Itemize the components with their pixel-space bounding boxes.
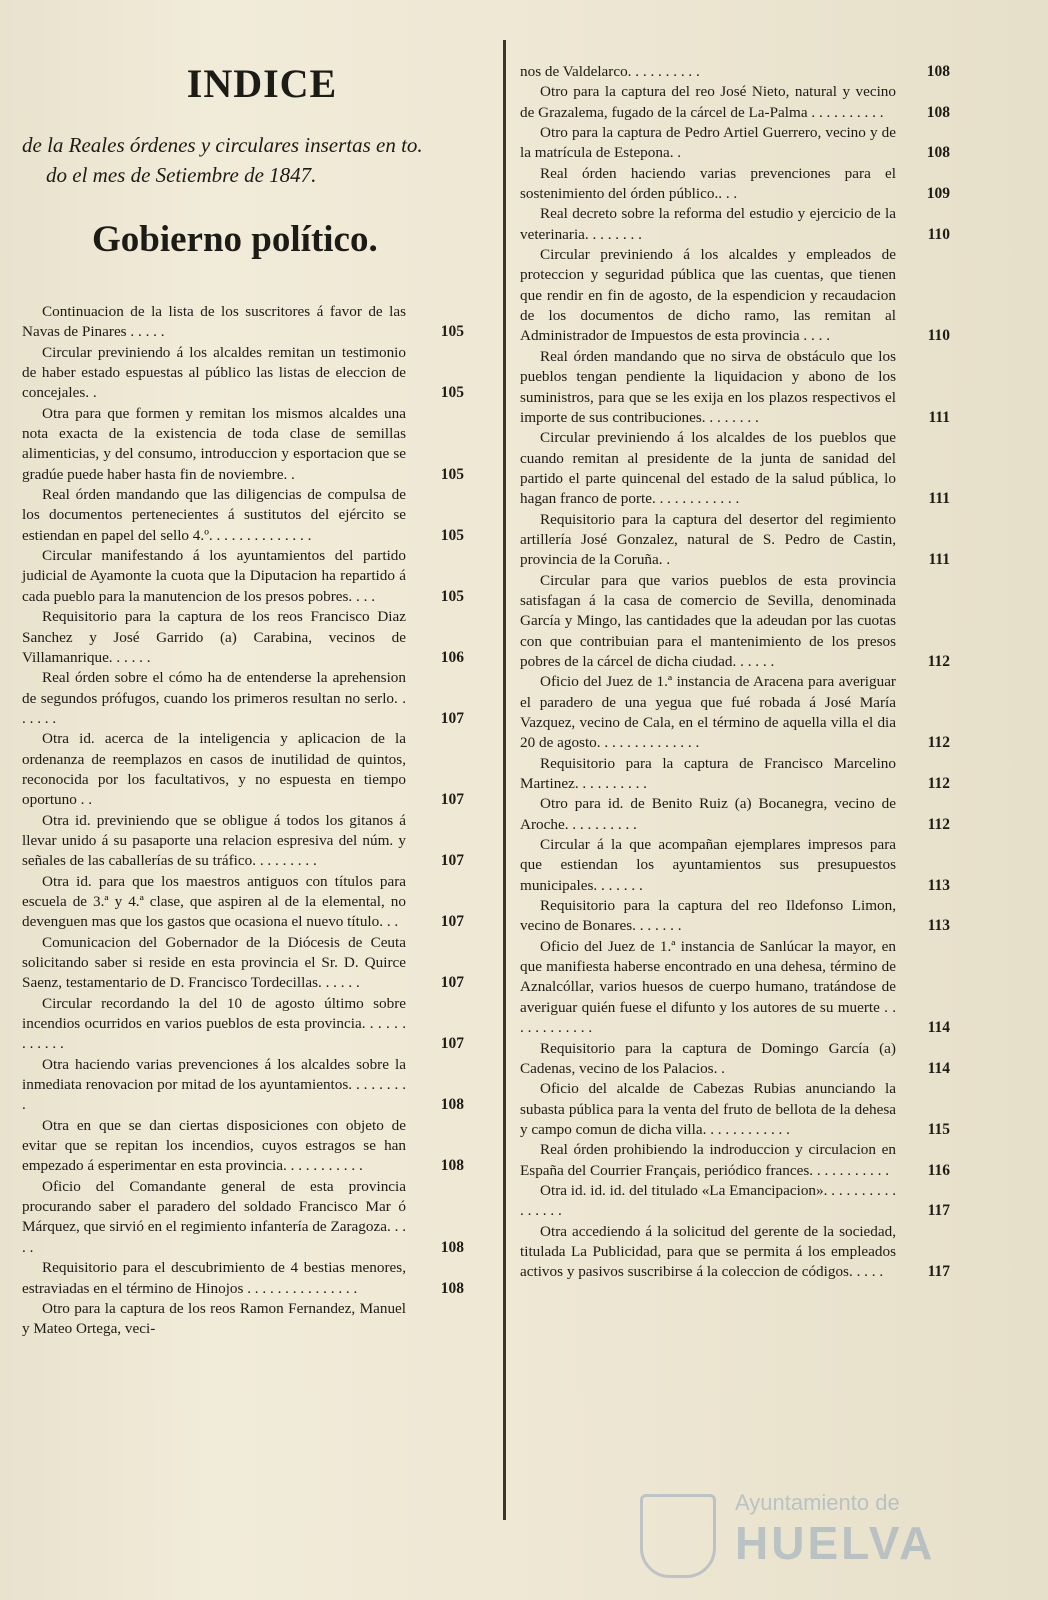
- entry-page-number: 108: [926, 144, 950, 162]
- entry-text: Requisitorio para la captura de Francisco Marcelino Martinez. . . . . . . . . .: [520, 754, 896, 793]
- index-entry: [520, 896, 950, 937]
- entry-page-number: 114: [927, 1059, 950, 1077]
- entry-text: Requisitorio para la captura del desertor del regimiento artillería José Gonzalez, natural de S. Pedro de Castin, provincia de la Coruña. .: [520, 510, 896, 569]
- subtitle-line-1: de la Reales órdenes y circulares insertas en to.: [22, 133, 423, 157]
- entry-text: Oficio del Comandante general de esta provincia procurando saber el paradero del soldado Francisco Mar ó Márquez, que sirvió en el regimiento infantería de Zaragoza. . . . .: [22, 1177, 406, 1256]
- entry-text: Oficio del Juez de 1.ª instancia de Sanlúcar la mayor, en que manifiesta haberse encontrado en una dehesa, término de Aznalcóllar, varios huesos de cuerpo humano, tratándose de averiguar quién fuese el difunto y los autores de su muerte . . . . . . . . . . . .: [520, 937, 896, 1037]
- entry-page-number: 109: [926, 185, 950, 203]
- entry-text: Otro para la captura del reo José Nieto, natural y vecino de Grazalema, fugado de la cárcel de La-Palma . . . . . . . . . .: [520, 83, 896, 121]
- entry-text: Real decreto sobre la reforma del estudio y ejercicio de la veterinaria. . . . . . . .: [520, 205, 896, 243]
- entry-text: Otra id. acerca de la inteligencia y aplicacion de la ordenanza de reemplazos en casos de inutilidad de quintos, reconocida por los facultativos, y no espuesta en tiempo oportuno . .: [22, 730, 406, 809]
- entry-page-number: 108: [440, 1238, 464, 1256]
- entry-page-number: 116: [927, 1161, 950, 1179]
- index-entry: [22, 343, 470, 404]
- index-entry: [22, 1258, 470, 1299]
- index-entry: [520, 428, 950, 509]
- entry-page-number: 105: [440, 323, 464, 341]
- entry-text: Otro para la captura de los reos Ramon Fernandez, Manuel y Mateo Ortega, veci-: [22, 1299, 406, 1338]
- index-entry: [22, 404, 470, 485]
- index-entry: [520, 347, 950, 428]
- entry-page-number: 113: [927, 876, 950, 894]
- section-heading: Gobierno político.: [92, 219, 378, 260]
- index-entry: [520, 204, 950, 245]
- entry-page-number: 108: [440, 1279, 464, 1297]
- entry-page-number: 115: [927, 1120, 950, 1138]
- archive-watermark: [640, 1490, 980, 1580]
- index-entry: [520, 672, 950, 753]
- index-entry: [520, 1079, 950, 1140]
- entry-text: Otro para id. de Benito Ruiz (a) Bocanegra, vecino de Aroche. . . . . . . . . .: [520, 795, 896, 833]
- entry-text: Requisitorio para el descubrimiento de 4 bestias menores, estraviadas en el término de Hinojos . . . . . . . . . . . . . . .: [22, 1259, 406, 1297]
- entry-page-number: 105: [440, 384, 464, 402]
- entry-page-number: 110: [927, 225, 950, 243]
- index-entry: [22, 668, 470, 729]
- entry-page-number: 107: [440, 913, 464, 931]
- page-subtitle: [22, 130, 472, 190]
- entry-text: Otra accediendo á la solicitud del gerente de la sociedad, titulada La Publicidad, para que se permita á los empleados activos y pasivos suscribirse á la coleccion de códigos. . . . .: [520, 1222, 896, 1281]
- index-entry: [520, 794, 950, 835]
- entry-page-number: 107: [440, 791, 464, 809]
- index-entry: [520, 82, 950, 123]
- entry-page-number: 107: [440, 709, 464, 727]
- entry-text: Otro para la captura de Pedro Artiel Guerrero, vecino y de la matrícula de Estepona. .: [520, 124, 896, 162]
- index-entry: [22, 485, 470, 546]
- index-entry: [520, 164, 950, 205]
- entry-page-number: 114: [927, 1019, 950, 1037]
- index-entry: [22, 1177, 470, 1258]
- watermark-big-text: HUELVA: [735, 1517, 936, 1569]
- entry-text: Real órden haciendo varias prevenciones para el sostenimiento del órden público.. . .: [520, 164, 896, 203]
- entry-text: Circular previniendo á los alcaldes remitan un testimonio de haber estado espuestas al público las listas de eleccion de concejales. .: [22, 343, 406, 402]
- entry-text: Otra para que formen y remitan los mismos alcaldes una nota exacta de la existencia de toda clase de semillas alimenticias, y del consumo, introduccion y esportacion que se gradúe puede haber hasta fin de noviembre. .: [22, 404, 406, 483]
- entry-page-number: 108: [440, 1096, 464, 1114]
- index-entry: [22, 729, 470, 810]
- entry-page-number: 112: [927, 734, 950, 752]
- entry-text: Otra haciendo varias prevenciones á los alcaldes sobre la inmediata renovacion por mitad de los ayuntamientos. . . . . . . . .: [22, 1055, 406, 1114]
- entry-text: Circular para que varios pueblos de esta provincia satisfagan á la casa de comercio de Sevilla, denominada García y Mingo, las cantidades que la adeudan por las cuotas con que contribuian para el mantenimiento de los presos pobres de la cárcel de dicha ciudad. . . . . .: [520, 571, 896, 670]
- entry-page-number: 107: [440, 974, 464, 992]
- entry-page-number: 112: [927, 652, 950, 670]
- index-entry: [520, 571, 950, 673]
- entry-page-number: 111: [928, 490, 950, 508]
- entry-text: Circular previniendo á los alcaldes y empleados de proteccion y seguridad pública que las cuentas, que tienen que rendir en fin de agosto, de la espendicion y recaudacion de los documentos de dicho ramo, las remitan al Administrador de Impuestos de esta provincia . . . .: [520, 246, 896, 345]
- entry-page-number: 112: [927, 815, 950, 833]
- entry-page-number: 117: [927, 1202, 950, 1220]
- entry-page-number: 111: [928, 551, 950, 569]
- entry-page-number: 108: [926, 63, 950, 80]
- index-entry: [22, 1055, 470, 1116]
- entry-page-number: 113: [927, 917, 950, 935]
- entry-page-number: 108: [926, 103, 950, 121]
- column-divider: [503, 40, 506, 1520]
- entry-page-number: 107: [440, 852, 464, 870]
- index-entry: [22, 933, 470, 994]
- entry-text: Circular manifestando á los ayuntamientos del partido judicial de Ayamonte la cuota que la Diputacion ha repartido á cada pueblo para la manutencion de los presos pobres. . . .: [22, 547, 406, 605]
- index-entry: [520, 1140, 950, 1181]
- index-entry: [520, 835, 950, 896]
- entry-text: Circular á la que acompañan ejemplares impresos para que estiendan los ayuntamientos sus presupuestos municipales. . . . . . .: [520, 836, 896, 894]
- index-entry: [520, 510, 950, 571]
- entry-text: Otra id. previniendo que se obligue á todos los gitanos á llevar unido á su pasaporte una relacion espresiva del núm. y señales de las caballerías de su tráfico. . . . . . . . .: [22, 811, 406, 870]
- entry-text: nos de Valdelarco. . . . . . . . . .: [520, 63, 700, 80]
- entry-page-number: 112: [927, 775, 950, 793]
- entry-page-number: 108: [440, 1157, 464, 1175]
- index-entry: [22, 1116, 470, 1177]
- entry-text: Circular previniendo á los alcaldes de los pueblos que cuando remitan al presidente de la junta de sanidad del partido el parte quincenal del estado de la salud pública, lo hagan franco de porte. . . . . . . . . . . .: [520, 429, 896, 508]
- entry-text: Oficio del alcalde de Cabezas Rubias anunciando la subasta pública para la venta del fruto de bellota de la dehesa y campo comun de dicha villa. . . . . . . . . . . .: [520, 1080, 896, 1138]
- entry-text: Otra id. para que los maestros antiguos con títulos para escuela de 3.ª y 4.ª clase, que aspiren al de la elemental, no devenguen mas que los gastos que ocasiona el nuevo título. . .: [22, 872, 406, 931]
- entry-page-number: 105: [440, 587, 464, 605]
- entry-text: Requisitorio para la captura del reo Ildefonso Limon, vecino de Bonares. . . . . . .: [520, 897, 896, 935]
- watermark-top-text: Ayuntamiento de: [735, 1490, 900, 1515]
- index-entry: [22, 811, 470, 872]
- index-entry: [520, 1222, 950, 1283]
- index-entry: [520, 937, 950, 1039]
- index-entry: [520, 1181, 950, 1222]
- entry-text: Real órden mandando que no sirva de obstáculo que los pueblos tengan pendiente la liquidacion y abono de los suministros, para que se les exija en los plazos respectivos el importe de sus contribuciones. . . . . . . .: [520, 347, 896, 426]
- entry-page-number: 107: [440, 1035, 464, 1053]
- index-entry: [22, 607, 470, 668]
- index-entry: [520, 245, 950, 347]
- entry-text: Requisitorio para la captura de Domingo García (a) Cadenas, vecino de los Palacios. .: [520, 1039, 896, 1077]
- index-entry: [22, 872, 470, 933]
- index-entry: [22, 546, 470, 607]
- entry-page-number: 111: [928, 408, 950, 426]
- index-entry: [520, 123, 950, 164]
- entry-text: Otra en que se dan ciertas disposiciones con objeto de evitar que se repitan los incendios, cuyos estragos se han empezado á esperimentar en esta provincia. . . . . . . . . . .: [22, 1116, 406, 1175]
- index-entry: [22, 1299, 470, 1340]
- entry-page-number: 117: [927, 1263, 950, 1281]
- entry-page-number: 106: [440, 648, 464, 666]
- right-entry-list: [520, 62, 950, 1283]
- entry-text: Real órden prohibiendo la indroduccion y circulacion en España del Courrier Français, periódico frances. . . . . . . . . . .: [520, 1141, 896, 1179]
- entry-text: Otra id. id. id. del titulado «La Emancipacion». . . . . . . . . . . . . . . .: [520, 1181, 896, 1220]
- entry-text: Requisitorio para la captura de los reos Francisco Diaz Sanchez y José Garrido (a) Carabina, vecinos de Villamanrique. . . . . .: [22, 608, 406, 666]
- entry-text: Circular recordando la del 10 de agosto último sobre incendios ocurridos en varios pueblos de esta provincia. . . . . . . . . . . .: [22, 994, 406, 1053]
- page-title: INDICE: [186, 61, 338, 106]
- entry-text: Oficio del Juez de 1.ª instancia de Aracena para averiguar el paradero de una yegua que fué robada á José María Vazquez, vecino de Cala, en el término de aquella villa el dia 20 de agosto. . . . . . . . . . . . . .: [520, 673, 896, 752]
- index-entry: [520, 754, 950, 795]
- subtitle-line-2: do el mes de Setiembre de 1847.: [46, 163, 317, 187]
- entry-page-number: 105: [440, 526, 464, 544]
- entry-page-number: 110: [927, 327, 950, 345]
- entry-page-number: 105: [440, 465, 464, 483]
- index-entry: [520, 62, 950, 82]
- entry-text: Real órden sobre el cómo ha de entenderse la aprehension de segundos prófugos, cuando los primeros resultan no serlo. . . . . . .: [22, 669, 406, 727]
- left-entry-list: [22, 302, 470, 1340]
- index-entry: [22, 994, 470, 1055]
- index-entry: [22, 302, 470, 343]
- entry-text: Real órden mandando que las diligencias de compulsa de los documentos pertenecientes á sustitutos del ejército se estiendan en papel del sello 4.º. . . . . . . . . . . . . .: [22, 486, 406, 544]
- entry-text: Comunicacion del Gobernador de la Diócesis de Ceuta solicitando saber si reside en esta provincia el Sr. D. Quirce Saenz, testamentario de D. Francisco Tordecillas. . . . . .: [22, 933, 406, 992]
- index-entry: [520, 1039, 950, 1080]
- entry-text: Continuacion de la lista de los suscritores á favor de las Navas de Pinares . . . . .: [22, 303, 406, 341]
- shield-icon: [640, 1494, 716, 1578]
